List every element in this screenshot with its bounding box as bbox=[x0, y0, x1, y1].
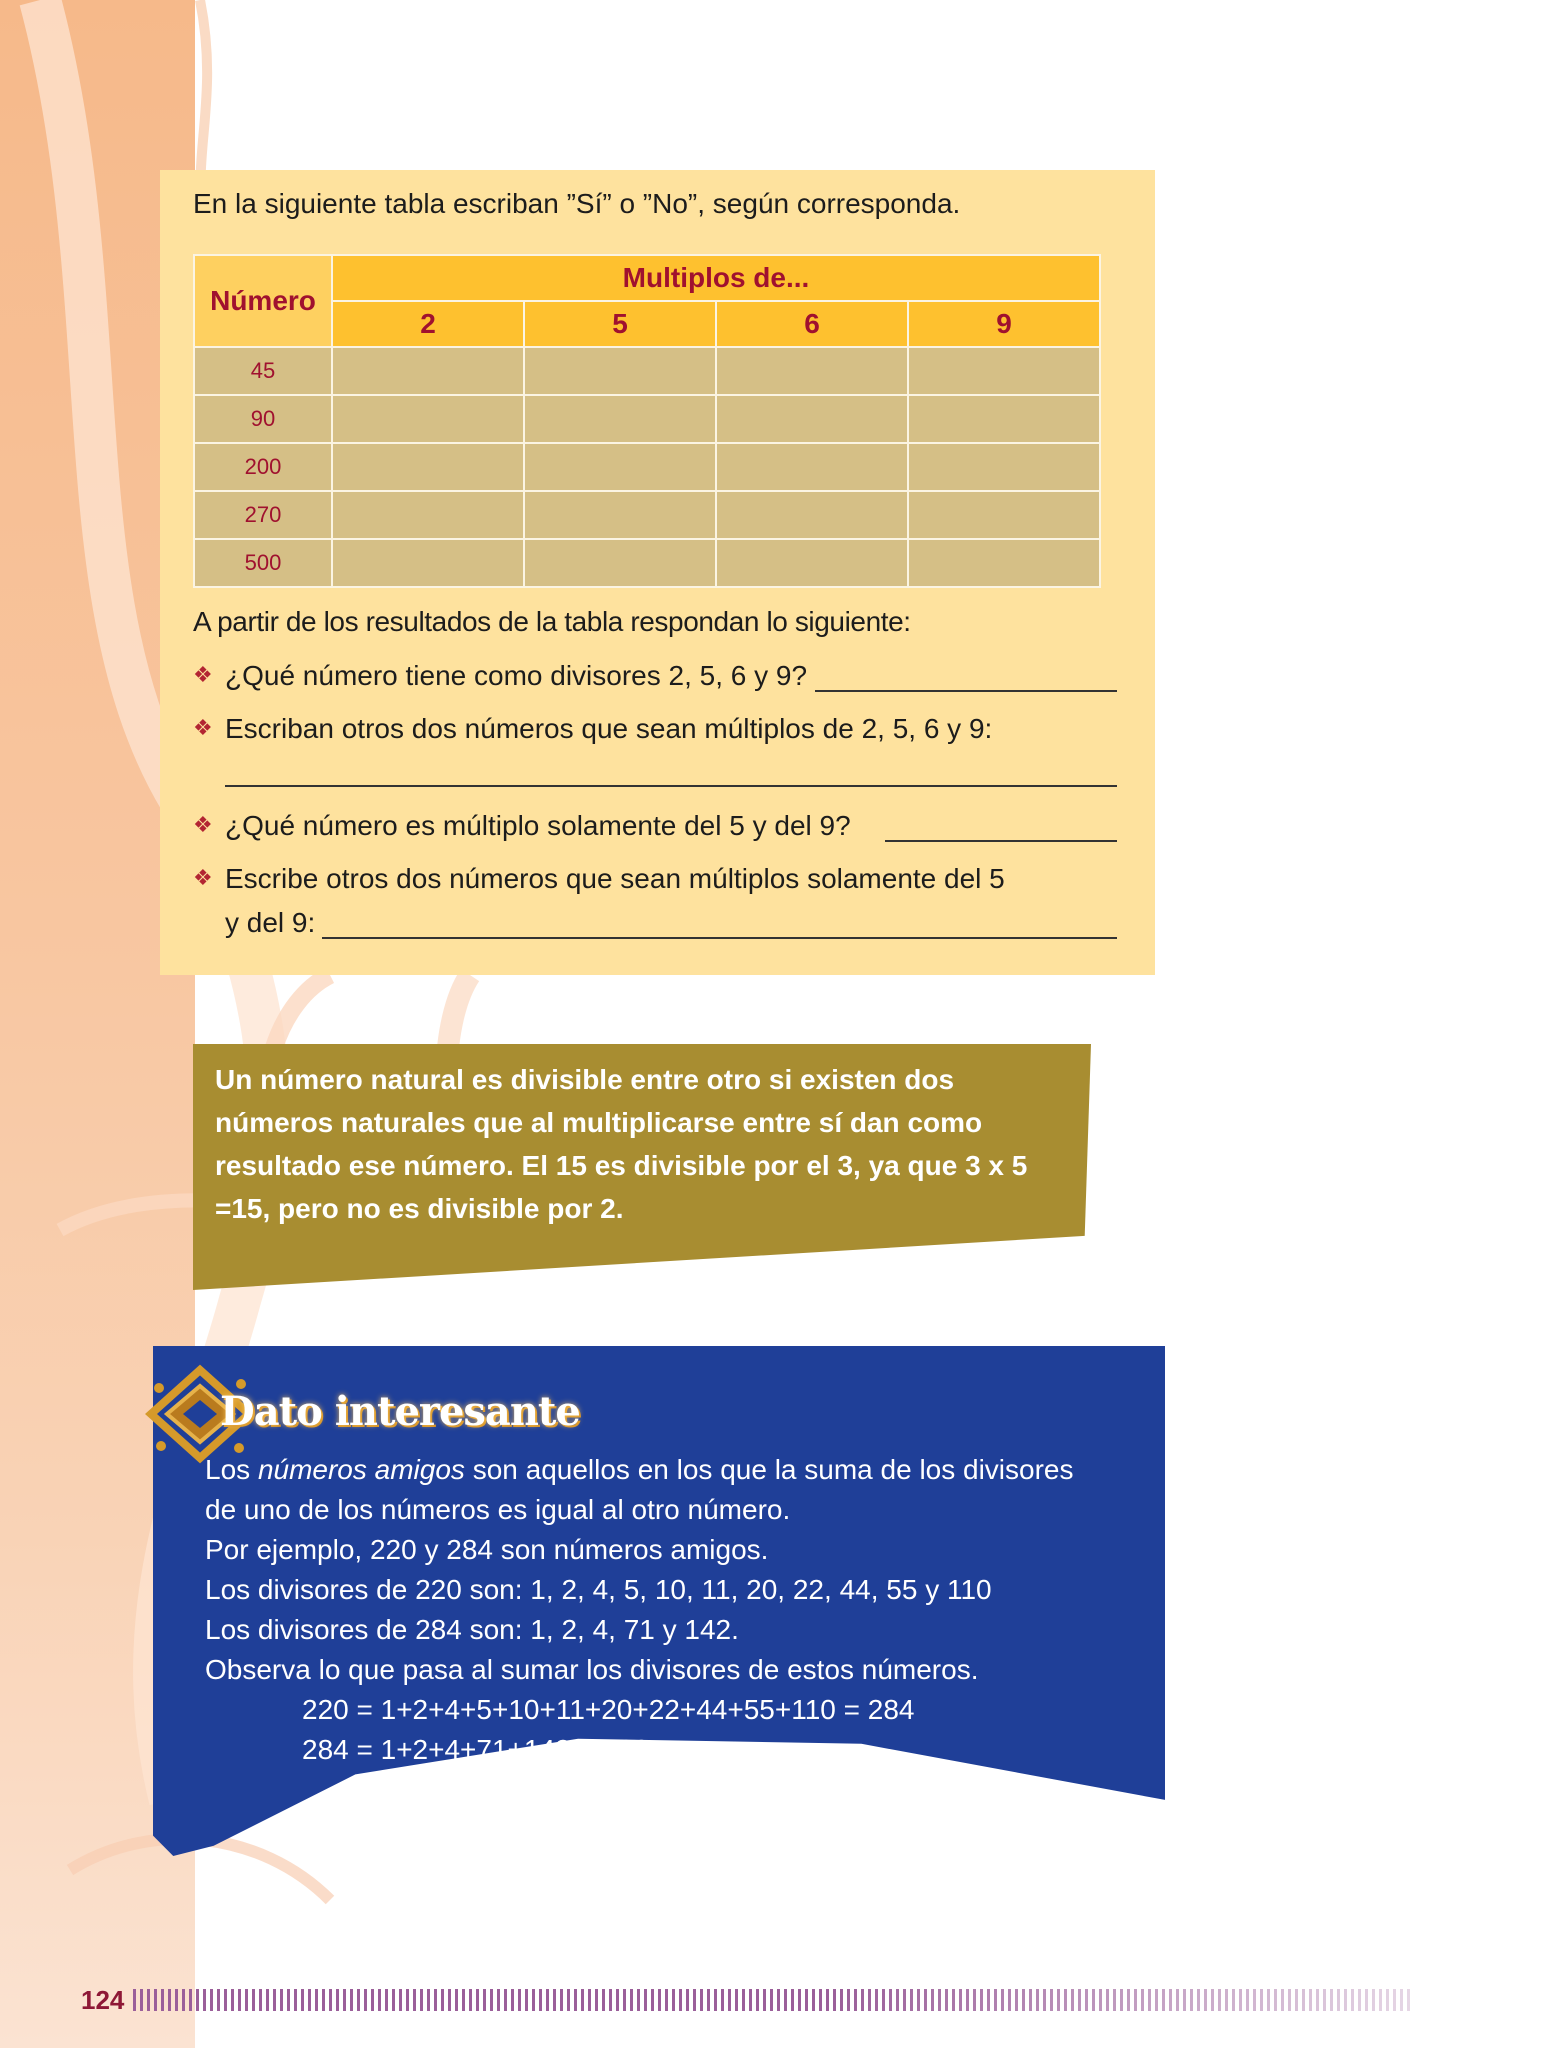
multiples-table bbox=[193, 254, 1101, 588]
answer-cell[interactable] bbox=[908, 347, 1100, 395]
answer-cell[interactable] bbox=[908, 539, 1100, 587]
answer-cell[interactable] bbox=[332, 539, 524, 587]
dato-line-prefix: Los bbox=[205, 1454, 258, 1485]
answer-line[interactable] bbox=[815, 690, 1117, 692]
answer-line[interactable] bbox=[225, 785, 1117, 787]
dato-italic-term: números amigos bbox=[257, 1454, 465, 1485]
answer-cell[interactable] bbox=[332, 347, 524, 395]
bullet-icon: ❖ bbox=[193, 812, 213, 837]
answer-cell[interactable] bbox=[332, 443, 524, 491]
answer-cell[interactable] bbox=[908, 395, 1100, 443]
table-row bbox=[194, 395, 1100, 443]
row-number-cell: 90 bbox=[194, 395, 332, 443]
bullet-icon: ❖ bbox=[193, 662, 213, 687]
answer-cell[interactable] bbox=[716, 539, 908, 587]
dato-line: Los divisores de 284 son: 1, 2, 4, 71 y 142. bbox=[205, 1614, 739, 1645]
dato-interesante-text bbox=[205, 1450, 1074, 1770]
table-col-header: 9 bbox=[908, 301, 1100, 347]
dato-interesante-title: Dato interesante bbox=[220, 1388, 580, 1435]
answer-cell[interactable] bbox=[716, 443, 908, 491]
definition-line: Un número natural es divisible entre otro si existen dos bbox=[215, 1064, 955, 1095]
question-text: ¿Qué número tiene como divisores 2, 5, 6 y 9? bbox=[225, 660, 808, 691]
row-number-cell: 270 bbox=[194, 491, 332, 539]
activity-instruction: En la siguiente tabla escriban ”Sí” o ”No”, según corresponda. bbox=[193, 188, 961, 219]
answer-cell[interactable] bbox=[716, 491, 908, 539]
answer-cell[interactable] bbox=[716, 347, 908, 395]
table-row bbox=[194, 491, 1100, 539]
table-header-multiplos: Multiplos de... bbox=[332, 255, 1100, 301]
row-number-cell: 500 bbox=[194, 539, 332, 587]
question-text-continued: y del 9: bbox=[225, 907, 316, 938]
definition-text bbox=[215, 1058, 1035, 1230]
table-row bbox=[194, 539, 1100, 587]
answer-line[interactable] bbox=[885, 840, 1117, 842]
bullet-icon: ❖ bbox=[193, 865, 213, 890]
question-text: ¿Qué número es múltiplo solamente del 5 y del 9? bbox=[225, 810, 851, 841]
answer-cell[interactable] bbox=[524, 443, 716, 491]
table-col-header: 6 bbox=[716, 301, 908, 347]
row-number-cell: 200 bbox=[194, 443, 332, 491]
dato-line: de uno de los números es igual al otro número. bbox=[205, 1494, 791, 1525]
table-header-numero: Número bbox=[194, 255, 332, 347]
dato-line-suffix: son aquellos en los que la suma de los divisores bbox=[464, 1454, 1074, 1485]
dato-line bbox=[205, 1450, 1074, 1490]
answer-cell[interactable] bbox=[524, 347, 716, 395]
dato-equation: 220 = 1+2+4+5+10+11+20+22+44+55+110 = 284 bbox=[302, 1694, 915, 1725]
answer-cell[interactable] bbox=[908, 491, 1100, 539]
page-footer-bar bbox=[133, 1989, 1413, 2011]
definition-line: =15, pero no es divisible por 2. bbox=[215, 1193, 624, 1224]
dato-line: Observa lo que pasa al sumar los divisores de estos números. bbox=[205, 1654, 979, 1685]
answer-cell[interactable] bbox=[524, 539, 716, 587]
answer-cell[interactable] bbox=[524, 491, 716, 539]
bullet-icon: ❖ bbox=[193, 715, 213, 740]
answer-cell[interactable] bbox=[716, 395, 908, 443]
question-text: Escribe otros dos números que sean múltiplos solamente del 5 bbox=[225, 863, 1005, 894]
row-number-cell: 45 bbox=[194, 347, 332, 395]
definition-line: resultado ese número. El 15 es divisible por el 3, ya que 3 x 5 bbox=[215, 1150, 1028, 1181]
table-col-header: 2 bbox=[332, 301, 524, 347]
answer-cell[interactable] bbox=[524, 395, 716, 443]
answer-cell[interactable] bbox=[332, 395, 524, 443]
question-text: Escriban otros dos números que sean múltiplos de 2, 5, 6 y 9: bbox=[225, 713, 993, 744]
table-row bbox=[194, 443, 1100, 491]
table-col-header: 5 bbox=[524, 301, 716, 347]
answer-cell[interactable] bbox=[332, 491, 524, 539]
page-number: 124 bbox=[81, 1985, 125, 2015]
answer-cell[interactable] bbox=[908, 443, 1100, 491]
dato-equation: 284 = 1+2+4+71+142 = 220 bbox=[302, 1734, 650, 1765]
answer-line[interactable] bbox=[322, 937, 1117, 939]
dato-line: Por ejemplo, 220 y 284 son números amigos. bbox=[205, 1534, 769, 1565]
questions-intro: A partir de los resultados de la tabla respondan lo siguiente: bbox=[193, 606, 911, 637]
table-row bbox=[194, 347, 1100, 395]
dato-line: Los divisores de 220 son: 1, 2, 4, 5, 10, 11, 20, 22, 44, 55 y 110 bbox=[205, 1574, 992, 1605]
definition-line: números naturales que al multiplicarse entre sí dan como bbox=[215, 1107, 983, 1138]
